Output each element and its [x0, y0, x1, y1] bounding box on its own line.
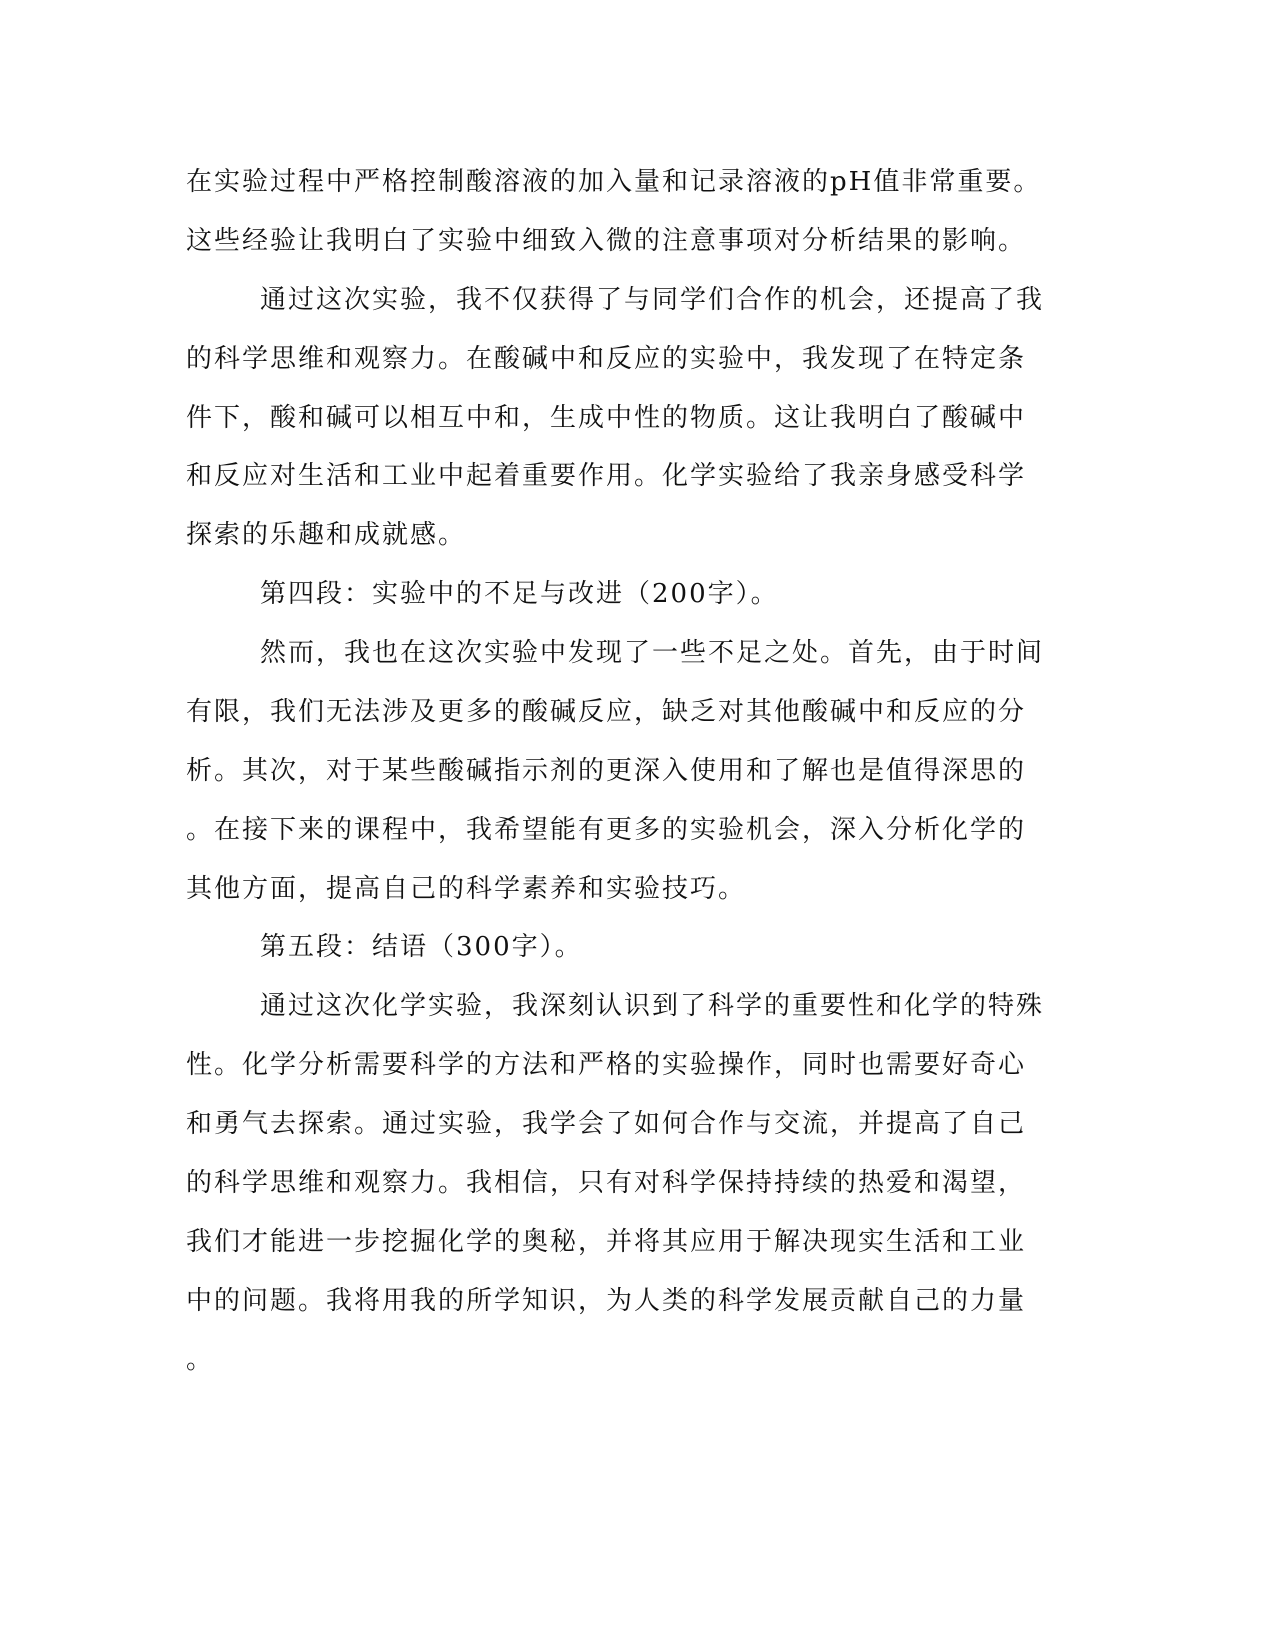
text-line: 。在接下来的课程中，我希望能有更多的实验机会，深入分析化学的 [186, 815, 1027, 845]
text-line: 和勇气去探索。通过实验，我学会了如何合作与交流，并提高了自己 [186, 1109, 1027, 1139]
section-heading: 第四段：实验中的不足与改进（200字）。 [260, 579, 779, 609]
text-line: 性。化学分析需要科学的方法和严格的实验操作，同时也需要好奇心 [186, 1050, 1027, 1080]
text-line: 我们才能进一步挖掘化学的奥秘，并将其应用于解决现实生活和工业 [186, 1227, 1027, 1257]
text-line: 探索的乐趣和成就感。 [186, 520, 467, 550]
text-line: 的科学思维和观察力。我相信，只有对科学保持持续的热爱和渴望， [186, 1168, 1027, 1198]
text-line: 这些经验让我明白了实验中细致入微的注意事项对分析结果的影响。 [186, 226, 1027, 256]
paragraph-first-line: 通过这次实验，我不仅获得了与同学们合作的机会，还提高了我 [260, 285, 1045, 315]
text-line: 中的问题。我将用我的所学知识，为人类的科学发展贡献自己的力量 [186, 1286, 1027, 1316]
text-line: 析。其次，对于某些酸碱指示剂的更深入使用和了解也是值得深思的 [186, 756, 1027, 786]
text-line: 。 [186, 1345, 215, 1375]
text-line: 的科学思维和观察力。在酸碱中和反应的实验中，我发现了在特定条 [186, 344, 1027, 374]
text-line: 和反应对生活和工业中起着重要作用。化学实验给了我亲身感受科学 [186, 461, 1027, 491]
paragraph-first-line: 通过这次化学实验，我深刻认识到了科学的重要性和化学的特殊 [260, 991, 1045, 1021]
paragraph-first-line: 然而，我也在这次实验中发现了一些不足之处。首先，由于时间 [260, 638, 1045, 668]
text-line: 有限，我们无法涉及更多的酸碱反应，缺乏对其他酸碱中和反应的分 [186, 697, 1027, 727]
text-line: 其他方面，提高自己的科学素养和实验技巧。 [186, 874, 747, 904]
section-heading: 第五段：结语（300字）。 [260, 932, 583, 962]
text-line: 件下，酸和碱可以相互中和，生成中性的物质。这让我明白了酸碱中 [186, 403, 1027, 433]
text-line: 在实验过程中严格控制酸溶液的加入量和记录溶液的pH值非常重要。 [186, 167, 1042, 197]
